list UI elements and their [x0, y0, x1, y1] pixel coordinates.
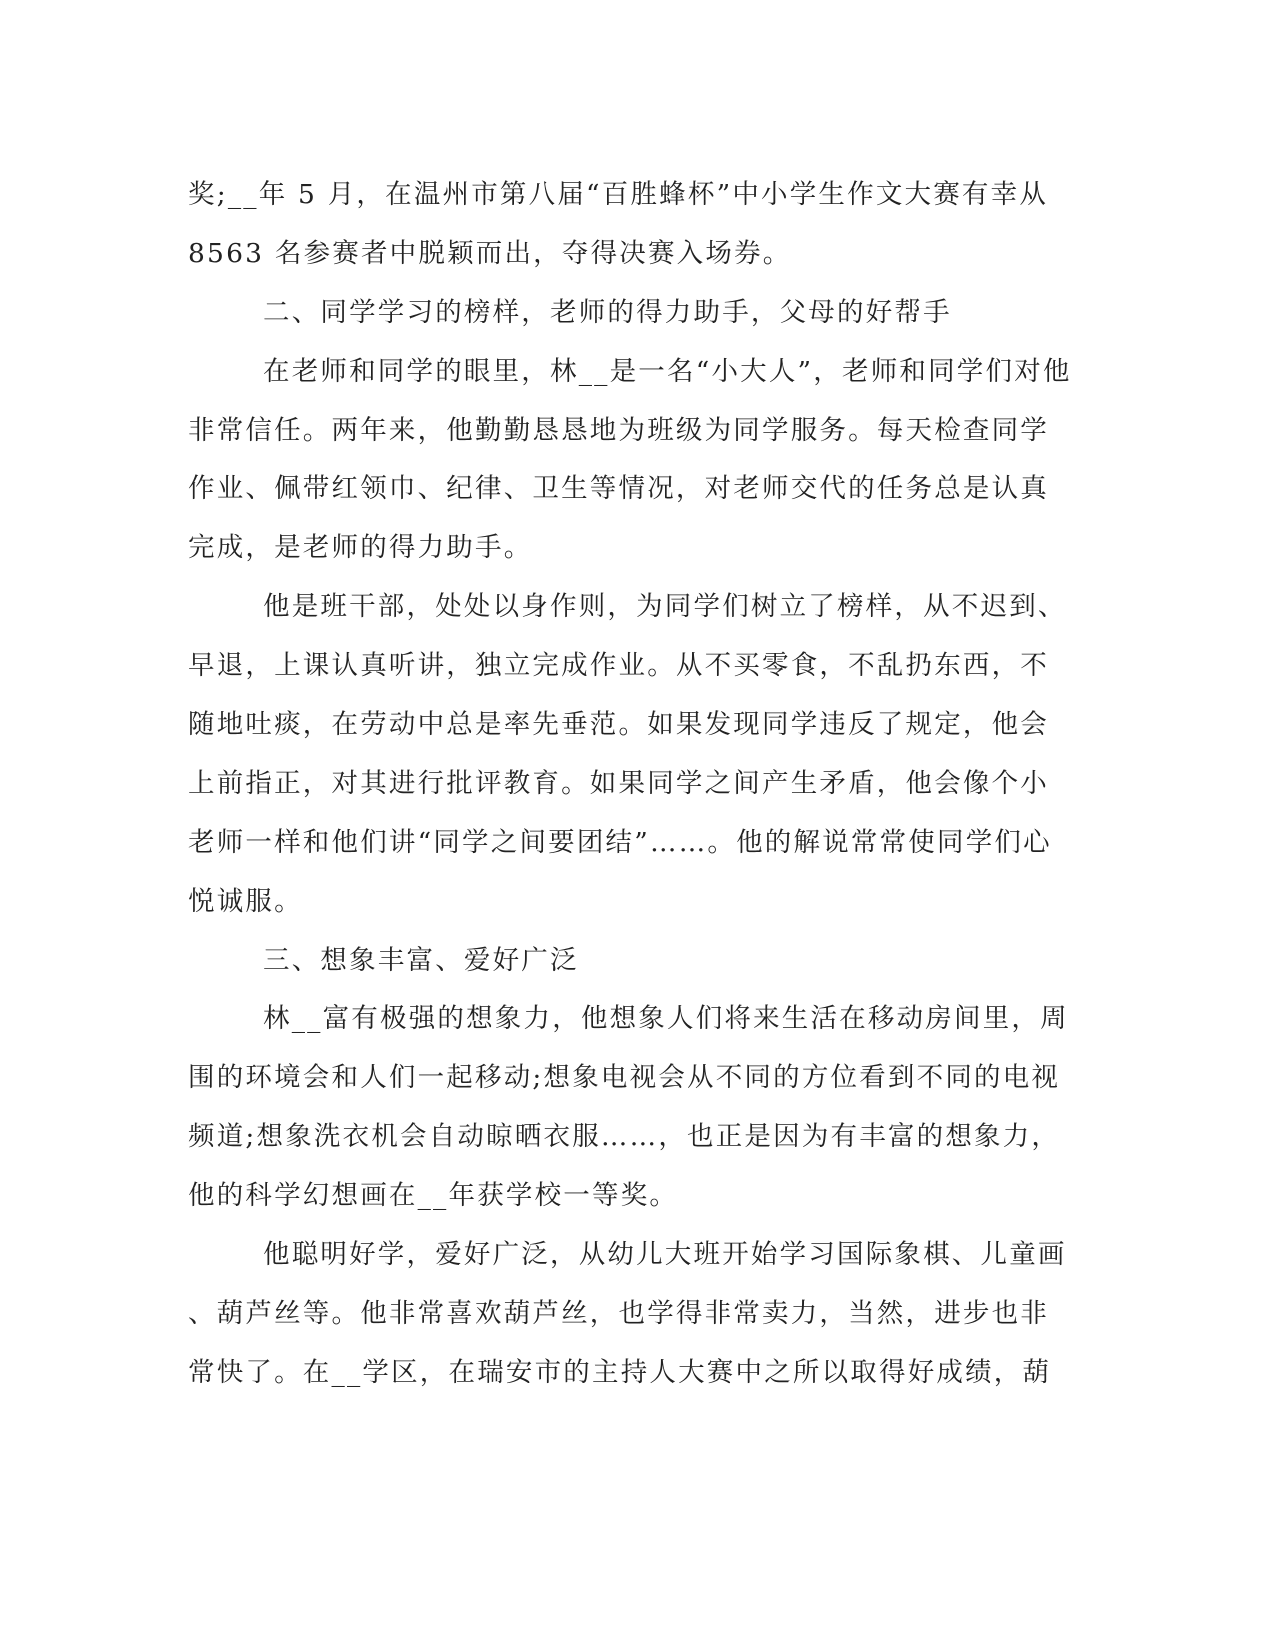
- text-line: 他的科学幻想画在__年获学校一等奖。: [188, 1180, 679, 1212]
- text-line: 上前指正，对其进行批评教育。如果同学之间产生矛盾，他会像个小: [188, 767, 1049, 799]
- text-line: 他聪明好学，爱好广泛，从幼儿大班开始学习国际象棋、儿童画: [263, 1239, 1067, 1271]
- text-line: 老师一样和他们讲“同学之间要团结”……。他的解说常常使同学们心: [188, 826, 1052, 858]
- text-line: 在老师和同学的眼里，林__是一名“小大人”，老师和同学们对他: [263, 355, 1072, 387]
- text-line: 8563 名参赛者中脱颖而出，夺得决赛入场券。: [188, 237, 792, 269]
- section-heading: 二、同学学习的榜样，老师的得力助手，父母的好帮手: [263, 296, 952, 328]
- text-line: 他是班干部，处处以身作则，为同学们树立了榜样，从不迟到、: [263, 591, 1067, 623]
- text-line: 围的环境会和人们一起移动;想象电视会从不同的方位看到不同的电视: [188, 1062, 1061, 1094]
- text-line: 奖;__年 5 月，在温州市第八届“百胜蜂杯”中小学生作文大赛有幸从: [188, 179, 1049, 210]
- section-heading: 三、想象丰富、爱好广泛: [263, 944, 579, 976]
- text-line: 频道;想象洗衣机会自动晾晒衣服……，也正是因为有丰富的想象力，: [188, 1121, 1061, 1153]
- text-line: 常快了。在__学区，在瑞安市的主持人大赛中之所以取得好成绩，葫: [188, 1356, 1052, 1388]
- text-line: 随地吐痰，在劳动中总是率先垂范。如果发现同学违反了规定，他会: [188, 709, 1049, 741]
- text-line: 非常信任。两年来，他勤勤恳恳地为班级为同学服务。每天检查同学: [188, 414, 1049, 446]
- text-line: 林__富有极强的想象力，他想象人们将来生活在移动房间里，周: [263, 1003, 1069, 1035]
- text-line: 完成，是老师的得力助手。: [188, 532, 533, 564]
- text-line: 早退，上课认真听讲，独立完成作业。从不买零食，不乱扔东西，不: [188, 650, 1049, 682]
- text-line: 悦诚服。: [188, 885, 303, 917]
- text-line: 作业、佩带红领巾、纪律、卫生等情况，对老师交代的任务总是认真: [188, 473, 1049, 505]
- body-text: [188, 166, 1072, 1403]
- text-line: 、葫芦丝等。他非常喜欢葫芦丝，也学得非常卖力，当然，进步也非: [188, 1297, 1049, 1329]
